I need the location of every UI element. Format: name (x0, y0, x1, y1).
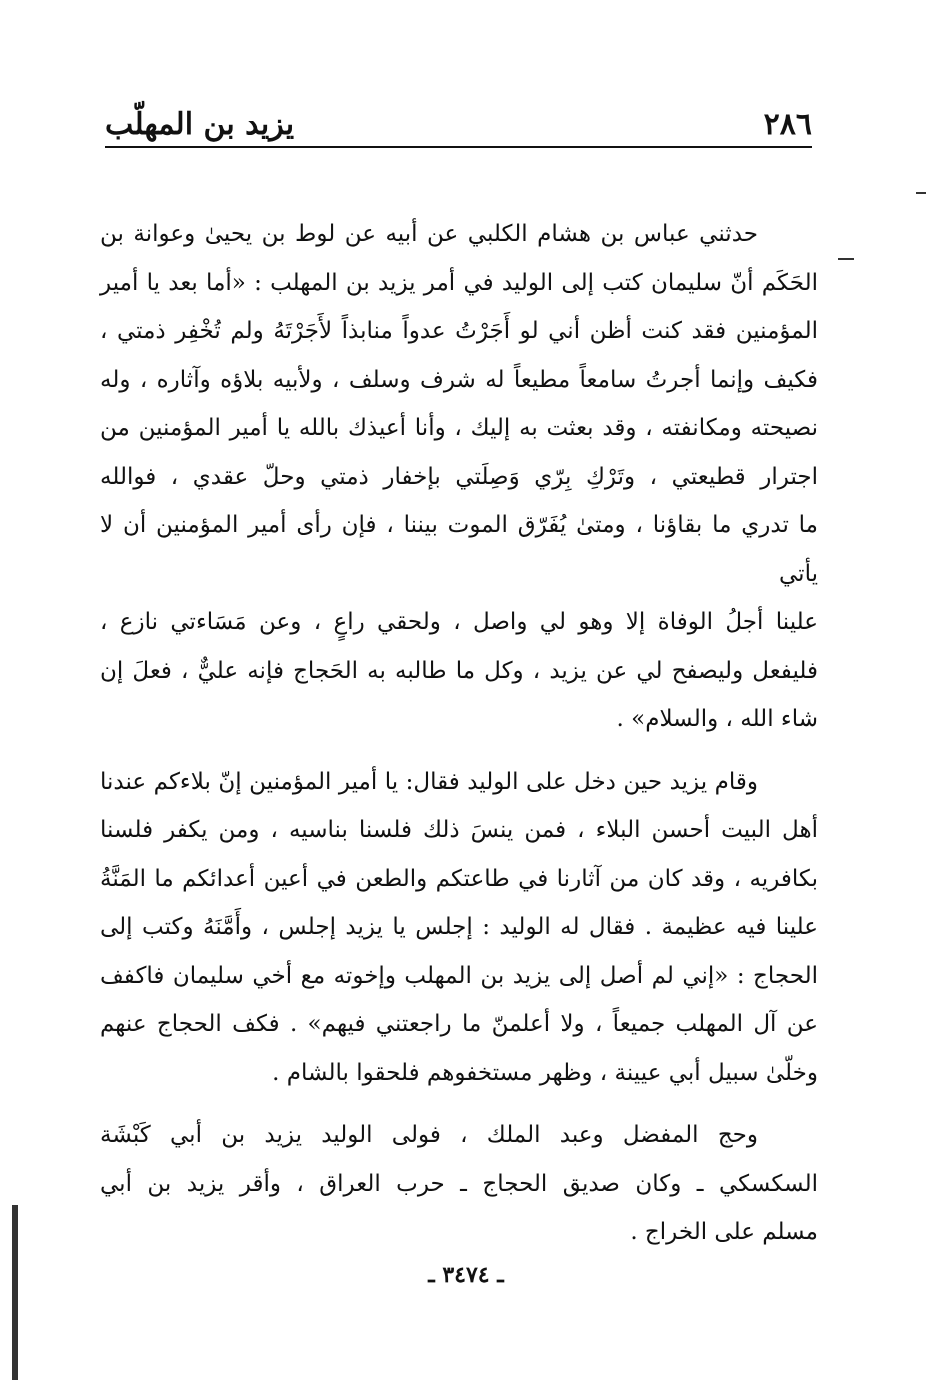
text-line: علينا أجلُ الوفاة إلا وهو لي واصل ، ولحقي راعٍ ، وعن مَسَاءتي نازع ، (100, 609, 818, 635)
paragraph (100, 210, 818, 744)
text-line: السكسكي ـ وكان صديق الحجاج ـ حرب العراق ، وأقر يزيد بن أبي (100, 1170, 818, 1197)
text-line: بكافريه ، وقد كان من آثارنا في طاعتكم والطعن في أعين أعدائكم ما المَنَّةُ (100, 865, 818, 892)
text-line: الحجاج : «إني لم أصل إلى يزيد بن المهلب وإخوته مع أخي سليمان فاكفف (100, 962, 818, 989)
text-line: حدثني عباس بن هشام الكلبي عن أبيه عن لوط بن يحيىٰ وعوانة بن (100, 221, 758, 247)
margin-mark (838, 258, 854, 260)
text-line: الحَكَم أنّ سليمان كتب إلى الوليد في أمر يزيد بن المهلب : «أما بعد يا أمير (100, 269, 818, 296)
text-line: وخلّىٰ سبيل أبي عيينة ، وظهر مستخفوهم فلحقوا بالشام . (272, 1059, 818, 1086)
body-text (100, 210, 818, 1257)
page-header (105, 96, 812, 148)
scan-edge-line (12, 1205, 18, 1380)
text-line: فكيف وإنما أجرتُ سامعاً مطيعاً له شرف وسلف ، ولأبيه بلاؤه وآثاره ، وله (100, 366, 818, 393)
text-line: مسلم على الخراج . (630, 1219, 818, 1245)
text-line: فليفعل وليصفح لي عن يزيد ، وكل ما طالبه به الحَجاج فإنه عليٌّ ، فعلَ إن (100, 657, 818, 684)
volume-page-number: ـ ٣٤٧٤ ـ (428, 1262, 504, 1288)
margin-mark (916, 192, 926, 194)
text-line: ما تدري ما بقاؤنا ، ومتىٰ يُفَرّق الموت بيننا ، فإن رأى أمير المؤمنين أن لا يأتي (100, 512, 819, 587)
running-title: يزيد بن المهلّب (105, 107, 295, 142)
text-line: نصيحته ومكانفته ، وقد بعثت به إليك ، وأنا أعيذك بالله يا أمير المؤمنين من (100, 415, 818, 441)
paragraph (100, 1111, 818, 1257)
paragraph (100, 758, 818, 1098)
text-line: وحج المفضل وعبد الملك ، فولى الوليد يزيد بن أبي كَبْشَة (100, 1122, 758, 1148)
text-line: المؤمنين فقد كنت أظن أني لو أَجَرْتُ عدواً منابذاً لأَجَرْتَهُ ولم تُخْفِر ذمتي ، (100, 318, 818, 344)
text-line: علينا فيه عظيمة . فقال له الوليد : إجلس يا يزيد إجلس ، وأَمَّنَهُ وكتب إلى (100, 914, 818, 940)
text-line: عن آل المهلب جميعاً ، ولا أعلمنّ ما راجعتني فيهم» . فكف الحجاج عنهم (100, 1011, 818, 1037)
text-line: أهل البيت أحسن البلاء ، فمن ينسَ ذلك فلسنا بناسيه ، ومن يكفر فلسنا (100, 817, 818, 843)
text-line: وقام يزيد حين دخل على الوليد فقال: يا أمير المؤمنين إنّ بلاءكم عندنا (100, 768, 758, 795)
page-number: ٢٨٦ (763, 107, 812, 142)
text-line: شاء الله ، والسلام» . (616, 706, 818, 732)
text-line: اجترار قطيعتي ، وتَرْكِ بِرّي وَصِلَتي بإخفار ذمتي وحلّ عقدي ، فوالله (100, 463, 818, 490)
